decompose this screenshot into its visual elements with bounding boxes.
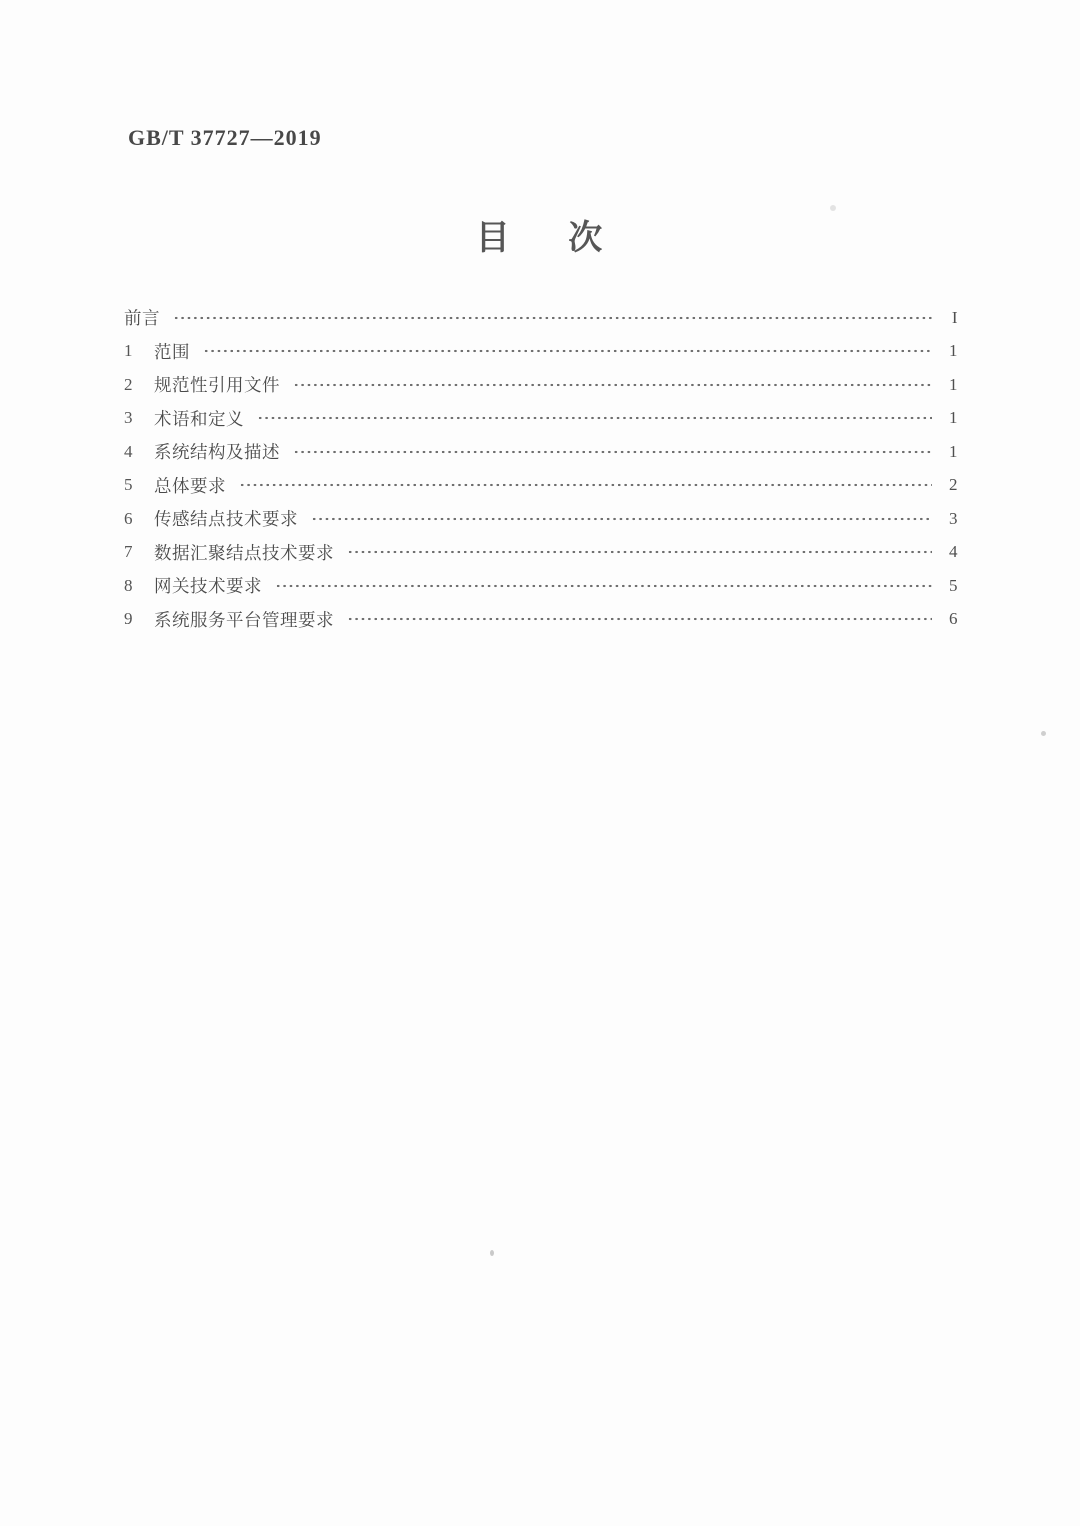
toc-entry-page: I xyxy=(951,307,958,327)
toc-leader-dots xyxy=(173,301,932,335)
toc-entry-page: 2 xyxy=(949,475,958,495)
toc-row xyxy=(124,603,958,637)
toc-leader-dots xyxy=(293,435,932,469)
toc-row xyxy=(124,335,958,369)
toc-entry-number: 3 xyxy=(124,408,133,428)
toc-row xyxy=(124,469,958,503)
toc-entry-label: 前言 xyxy=(124,308,160,329)
table-of-contents xyxy=(124,301,958,636)
toc-row xyxy=(124,368,958,402)
toc-entry-label: 数据汇聚结点技术要求 xyxy=(154,542,334,563)
scan-artifact-speck xyxy=(1041,731,1046,736)
toc-entry-page: 1 xyxy=(949,441,958,461)
toc-entry-label: 传感结点技术要求 xyxy=(154,509,298,530)
toc-entry-number: 1 xyxy=(124,341,133,361)
toc-entry-page: 5 xyxy=(949,575,958,595)
toc-entry-number: 6 xyxy=(124,508,133,528)
toc-entry-label: 术语和定义 xyxy=(154,408,244,429)
toc-entry-page: 1 xyxy=(949,341,958,361)
toc-entry-label: 系统结构及描述 xyxy=(154,442,280,463)
scan-artifact-speck xyxy=(490,1250,494,1256)
toc-row xyxy=(124,301,958,335)
toc-entry-page: 1 xyxy=(949,374,958,394)
toc-leader-dots xyxy=(347,603,932,637)
toc-entry-number: 5 xyxy=(124,475,133,495)
toc-entry-number: 7 xyxy=(124,542,133,562)
toc-leader-dots xyxy=(311,502,932,536)
toc-leader-dots xyxy=(203,335,932,369)
toc-row xyxy=(124,435,958,469)
toc-leader-dots xyxy=(257,402,932,436)
toc-leader-dots xyxy=(293,368,932,402)
toc-row xyxy=(124,402,958,436)
standard-number: GB/T 37727—2019 xyxy=(128,125,322,150)
toc-entry-number: 4 xyxy=(124,441,133,461)
toc-row xyxy=(124,569,958,603)
toc-entry-label: 网关技术要求 xyxy=(154,576,262,597)
toc-entry-label: 总体要求 xyxy=(154,475,226,496)
toc-leader-dots xyxy=(239,469,932,503)
toc-entry-number: 8 xyxy=(124,575,133,595)
toc-entry-page: 4 xyxy=(949,542,958,562)
toc-row xyxy=(124,502,958,536)
page-title: 目 次 xyxy=(475,220,605,257)
toc-entry-page: 3 xyxy=(949,508,958,528)
toc-row xyxy=(124,536,958,570)
toc-leader-dots xyxy=(275,569,932,603)
toc-entry-label: 范围 xyxy=(154,341,190,362)
toc-entry-number: 2 xyxy=(124,374,133,394)
toc-entry-page: 1 xyxy=(949,408,958,428)
toc-entry-label: 系统服务平台管理要求 xyxy=(154,609,334,630)
toc-entry-label: 规范性引用文件 xyxy=(154,375,280,396)
toc-entry-page: 6 xyxy=(949,609,958,629)
toc-leader-dots xyxy=(347,536,932,570)
scan-artifact-speck xyxy=(830,205,836,211)
toc-entry-number: 9 xyxy=(124,609,133,629)
